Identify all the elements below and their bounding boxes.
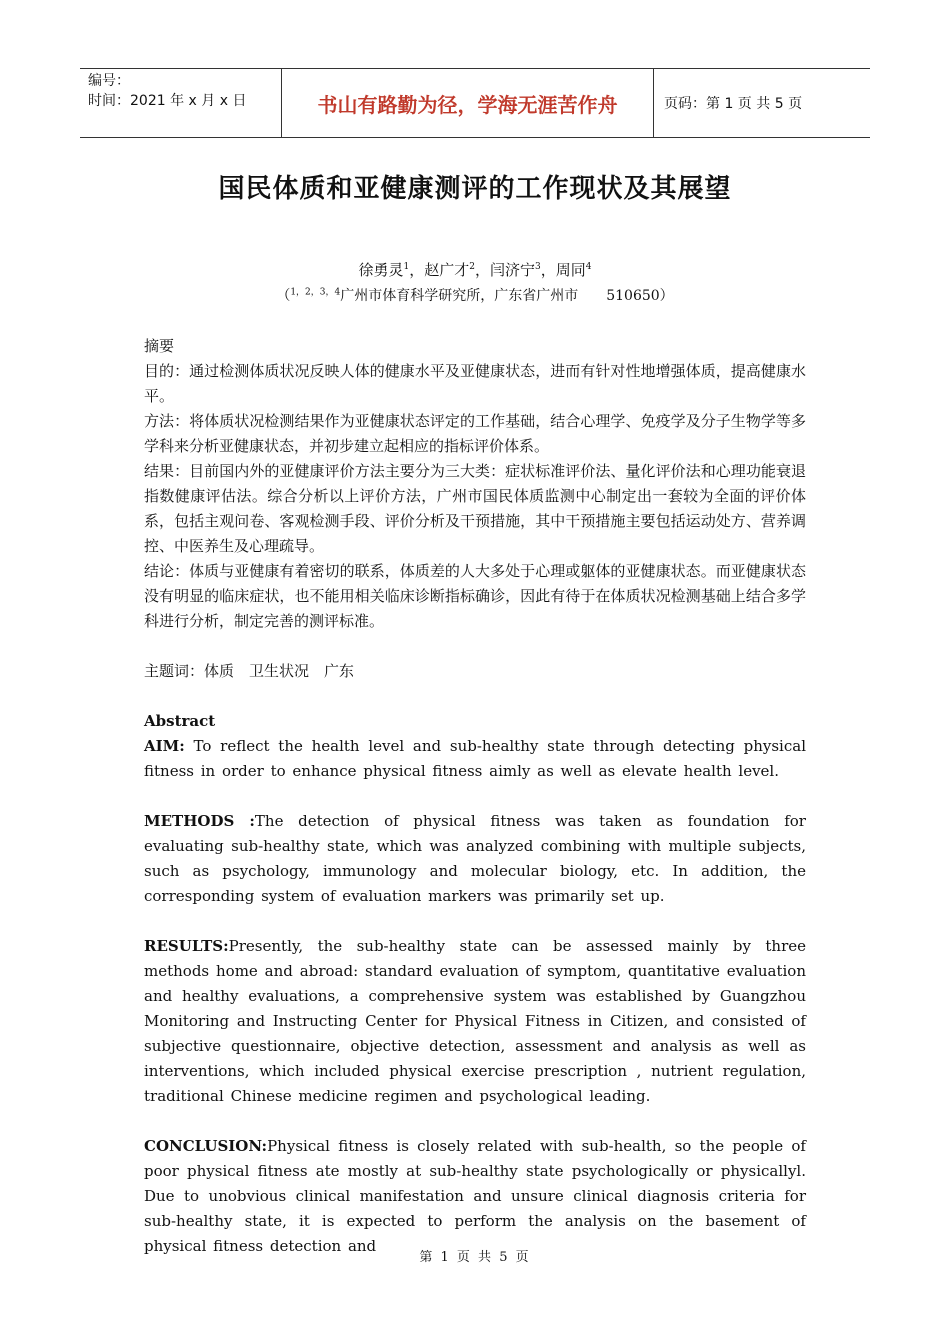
abstract-en-results <box>144 934 806 1109</box>
author-3: ，闫济宁 <box>475 261 536 279</box>
abstract-cn-results: 结果：目前国内外的亚健康评价方法主要分为三大类：症状标准评价法、量化评价法和心理功能衰退指数健康评估法。综合分析以上评价方法，广州市国民体质监测中心制定出一套较为全面的评价体系，包括主观问卷、客观检测手段、评价分析及干预措施，其中干预措施主要包括运动处方、营养调控、中医养生及心理疏导。 <box>144 462 806 555</box>
affiliation-open: （ <box>276 288 291 304</box>
methods-text: The detection of physical fitness was taken as foundation for evaluating sub-healthy state, which was analyzed combining with multiple subjects, such as psychology, immunology and molecular biology, etc. In addition, the corresponding system of evaluation markers was primarily set up. <box>144 812 806 905</box>
conclusion-label: CONCLUSION: <box>144 1137 268 1155</box>
results-label: RESULTS: <box>144 937 229 955</box>
header-number: 编号： <box>88 73 130 89</box>
header-time: 时间：2021 年 x 月 x 日 <box>88 93 247 109</box>
abstract-cn-heading: 摘要 <box>144 337 175 355</box>
abstract-cn-methods: 方法：将体质状况检测结果作为亚健康状态评定的工作基础，结合心理学、免疫学及分子生物学等多学科来分析亚健康状态，并初步建立起相应的指标评价体系。 <box>144 412 806 455</box>
affiliation-text: 广州市体育科学研究所，广东省广州市 510650） <box>340 288 674 304</box>
document-header <box>80 68 870 138</box>
conclusion-text: Physical fitness is closely related with sub-health, so the people of poor physical fitness ate mostly at sub-healthy state psychologically or physicallyl. Due to unobvious clinical manifestation and unsure clinical diagnosis criteria for sub-healthy state, it is expected to perform the analysis on the basement of physical fitness detection and <box>144 1137 806 1255</box>
author-3-sup: 3 <box>535 262 541 272</box>
author-4: ，周同 <box>540 261 586 279</box>
author-2-sup: 2 <box>469 262 475 272</box>
affiliation <box>0 285 950 305</box>
methods-label: METHODS : <box>144 812 255 830</box>
header-page-label: 页码：第 1 页 共 5 页 <box>664 96 803 112</box>
author-4-sup: 4 <box>585 262 592 272</box>
abstract-en-heading: Abstract <box>144 712 216 730</box>
page-footer: 第 1 页 共 5 页 <box>419 1250 531 1265</box>
author-list <box>0 259 950 280</box>
abstract-en-conclusion <box>144 1134 806 1259</box>
author-1-sup: 1 <box>403 262 410 272</box>
document-title: 国民体质和亚健康测评的工作现状及其展望 <box>218 174 732 204</box>
header-motto: 书山有路勤为径，学海无涯苦作舟 <box>281 69 654 137</box>
author-1: 徐勇灵 <box>358 261 404 279</box>
abstract-en-methods <box>144 809 806 909</box>
affiliation-sup: 1，2，3，4 <box>290 287 341 298</box>
abstract-body <box>144 334 806 1259</box>
abstract-cn-conclusion: 结论：体质与亚健康有着密切的联系，体质差的人大多处于心理或躯体的亚健康状态。而亚健康状态没有明显的临床症状，也不能用相关临床诊断指标确诊，因此有待于在体质状况检测基础上结合多学科进行分析，制定完善的测评标准。 <box>144 562 806 630</box>
aim-label: AIM: <box>144 737 185 755</box>
keywords: 主题词：体质 卫生状况 广东 <box>144 662 355 680</box>
results-text: Presently, the sub-healthy state can be assessed mainly by three methods home and abroad: standard evaluation of symptom, quantitative evaluation and healthy evaluations, a comprehensive system was established by Guangzhou Monitoring and Instructing Center for Physical Fitness in Citizen, and consisted of subjective questionnaire, objective detection, assessment and analysis as well as interventions, which included physical exercise prescription , nutrient regulation, traditional Chinese medicine regimen and psychological leading. <box>144 937 806 1105</box>
header-meta <box>80 69 281 137</box>
abstract-en <box>144 709 806 1259</box>
abstract-cn-objective: 目的：通过检测体质状况反映人体的健康水平及亚健康状态，进而有针对性地增强体质，提高健康水平。 <box>144 362 806 405</box>
aim-text: To reflect the health level and sub-healthy state through detecting physical fitness in order to enhance physical fitness aimly as well as elevate health level. <box>144 737 806 780</box>
abstract-en-aim <box>144 734 806 784</box>
author-2: ，赵广才 <box>409 261 470 279</box>
